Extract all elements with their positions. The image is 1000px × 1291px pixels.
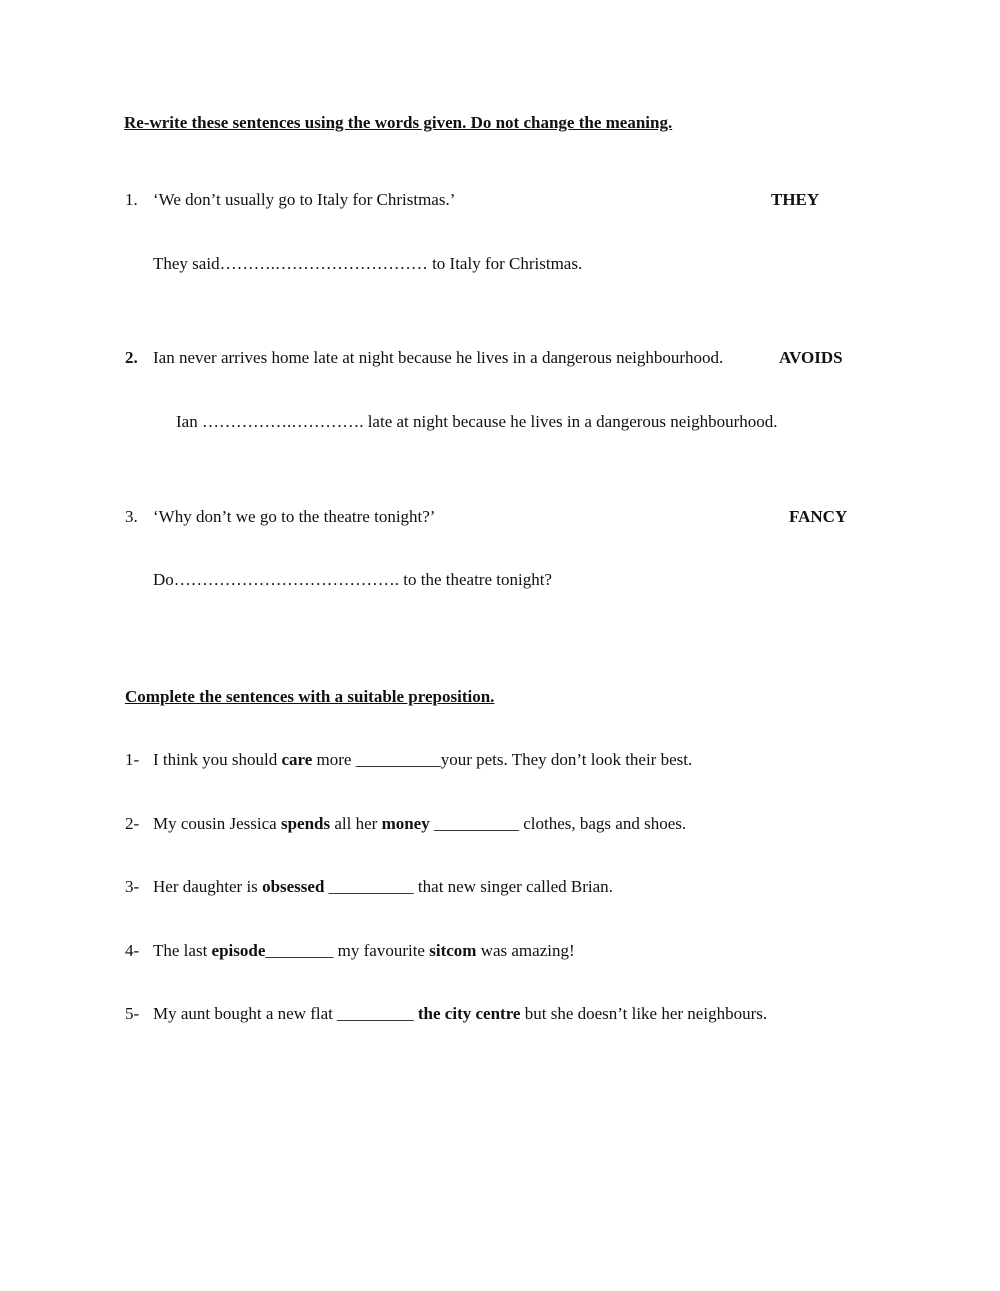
preposition-item-4-text-b: ________ my favourite [265,941,430,960]
preposition-item-4-text-a: The last [153,941,212,960]
rewrite-item-1-prompt: ‘We don’t usually go to Italy for Christmas.’ [153,190,456,209]
preposition-item-5-bold-city-centre: the city centre [417,1004,521,1023]
preposition-item-5-text-a: My aunt bought a new flat _________ [153,1004,418,1023]
preposition-item-1-number: 1- [125,750,140,769]
rewrite-item-2-keyword: AVOIDS [779,348,843,367]
rewrite-item-2-answer-line: Ian …………….…………. late at night because he lives in a dangerous neighbourhood. [176,412,778,431]
preposition-item-5-number: 5- [125,1004,140,1023]
preposition-item-3-text-b: __________ that new singer called Brian. [324,877,613,896]
rewrite-item-3-prompt: ‘Why don’t we go to the theatre tonight?’ [153,507,436,526]
preposition-item-2-bold-spends: spends [280,814,331,833]
preposition-item-1-bold-care: care [281,750,313,769]
rewrite-item-3-keyword: FANCY [789,507,848,526]
preposition-item-1-sentence [153,750,692,770]
rewrite-item-3-number: 3. [125,507,138,526]
preposition-item-3-sentence [153,877,613,897]
preposition-item-2-sentence [153,814,686,834]
preposition-item-2-text-a: My cousin Jessica [153,814,281,833]
rewrite-item-2-number: 2. [125,348,138,367]
preposition-item-4-bold-sitcom: sitcom [429,941,477,960]
rewrite-item-1-number: 1. [125,190,138,209]
section1-heading: Re-write these sentences using the words given. Do not change the meaning. [124,113,673,132]
preposition-item-5-sentence [153,1004,767,1024]
preposition-item-1-text-b: more __________your pets. They don’t look their best. [312,750,693,769]
preposition-item-4-text-c: was amazing! [476,941,575,960]
preposition-item-2-text-b: all her [330,814,382,833]
rewrite-item-1-answer-line: They said……….……………………… to Italy for Christmas. [153,254,583,273]
rewrite-item-3-answer-line: Do…………………………………. to the theatre tonight? [153,570,552,589]
rewrite-item-2-prompt: Ian never arrives home late at night because he lives in a dangerous neighbourhood. [153,348,724,367]
preposition-item-4-bold-episode: episode [211,941,266,960]
preposition-item-4-sentence [153,941,575,961]
preposition-item-2-text-c: __________ clothes, bags and shoes. [429,814,687,833]
preposition-item-1-text-a: I think you should [153,750,282,769]
preposition-item-5-text-b: but she doesn’t like her neighbours. [520,1004,768,1023]
preposition-item-3-bold-obsessed: obsessed [262,877,325,896]
preposition-item-4-number: 4- [125,941,140,960]
rewrite-item-1-keyword: THEY [771,190,820,209]
preposition-item-2-number: 2- [125,814,140,833]
preposition-item-2-bold-money: money [381,814,430,833]
preposition-item-3-number: 3- [125,877,140,896]
section2-heading: Complete the sentences with a suitable preposition. [125,687,495,706]
preposition-item-3-text-a: Her daughter is [153,877,263,896]
